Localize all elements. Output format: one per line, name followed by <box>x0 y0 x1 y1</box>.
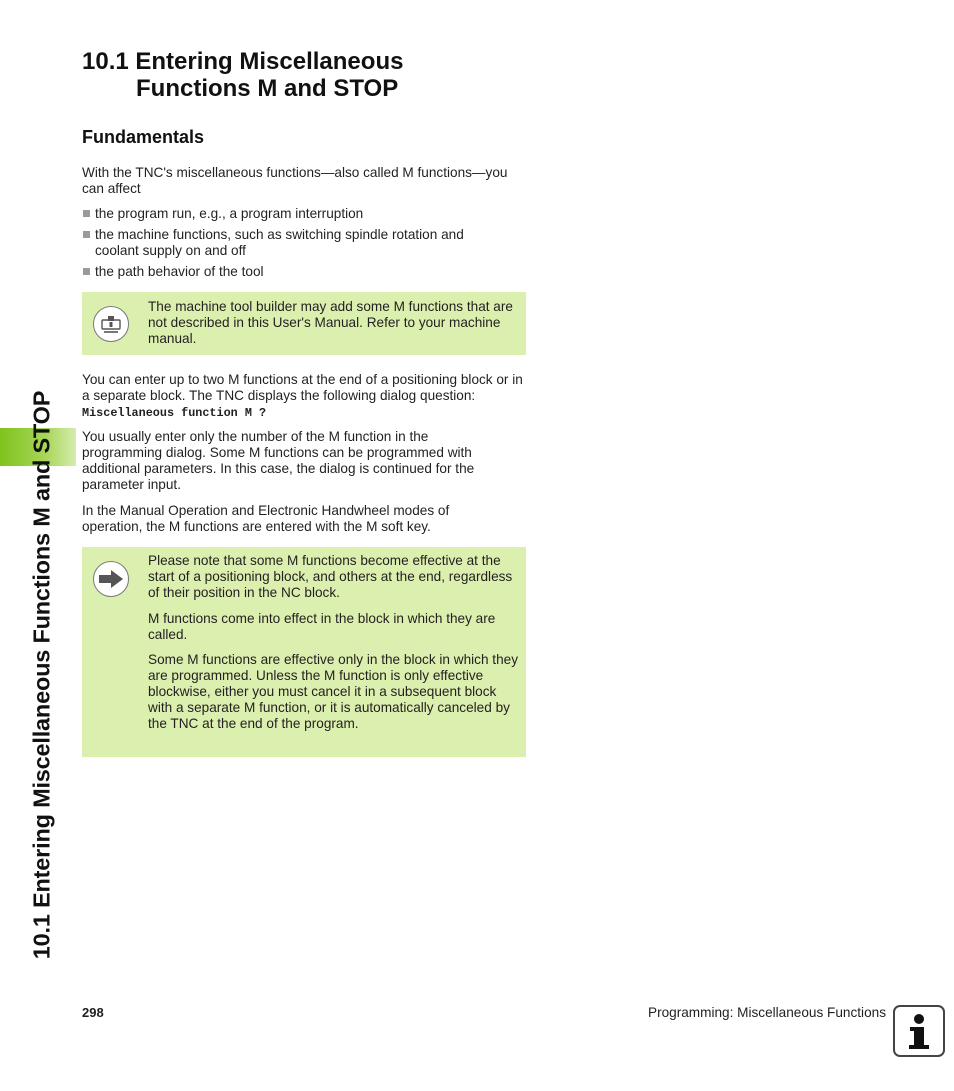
page-number: 298 <box>82 1005 104 1020</box>
list-item-text: the program run, e.g., a program interruption <box>95 206 364 221</box>
bullet-square-icon <box>83 231 90 238</box>
paragraph-soft-key: In the Manual Operation and Electronic Handwheel modes of operation, the M functions are entered with the M soft key. <box>82 503 450 534</box>
page-title-line-1: 10.1 Entering Miscellaneous <box>82 48 404 75</box>
machine-icon <box>93 306 129 342</box>
info-icon <box>893 1005 945 1057</box>
arrow-right-icon <box>93 561 129 597</box>
effect-note-text-2: M functions come into effect in the block in which they are called. <box>148 611 496 642</box>
bullet-square-icon <box>83 210 90 217</box>
page-title-line-2: Functions M and STOP <box>136 75 399 102</box>
machine-note-box <box>82 292 526 355</box>
effect-note-text-3: Some M functions are effective only in the block in which they are programmed. Unless the M function is only effective blockwise, either you must cancel it in a subsequent block with a separate M function, or it is automatically canceled by the TNC at the end of the program. <box>148 652 518 731</box>
effect-note-box <box>82 547 526 757</box>
intro-paragraph: With the TNC's miscellaneous functions—also called M functions—you can affect <box>82 165 508 196</box>
list-item <box>82 227 502 259</box>
side-running-title: 10.1 Entering Miscellaneous Functions M and STOP <box>28 390 55 960</box>
footer-section-title: Programming: Miscellaneous Functions <box>648 1005 886 1020</box>
effect-note-text-1: Please note that some M functions become effective at the start of a positioning block, and others at the end, regardless of their position in the NC block. <box>148 553 513 600</box>
paragraph-dialog <box>82 372 527 421</box>
section-heading: Fundamentals <box>82 127 205 147</box>
dialog-question-code: Miscellaneous function M ? <box>82 406 267 420</box>
paragraph-number-entry: You usually enter only the number of the M function in the programming dialog. Some M functions can be programmed with additional parameters. In this case, the dialog is continued for the parameter input. <box>82 429 475 492</box>
bullet-square-icon <box>83 268 90 275</box>
list-item <box>82 264 522 280</box>
paragraph-dialog-text: You can enter up to two M functions at the end of a positioning block or in a separate block. The TNC displays the following dialog question: <box>82 372 523 403</box>
list-item <box>82 206 522 222</box>
list-item-text: the machine functions, such as switching spindle rotation and coolant supply on and off <box>95 227 464 258</box>
list-item-text: the path behavior of the tool <box>95 264 264 279</box>
page-title <box>82 48 403 102</box>
machine-note-text: The machine tool builder may add some M functions that are not described in this User's Manual. Refer to your machine manual. <box>148 299 513 346</box>
